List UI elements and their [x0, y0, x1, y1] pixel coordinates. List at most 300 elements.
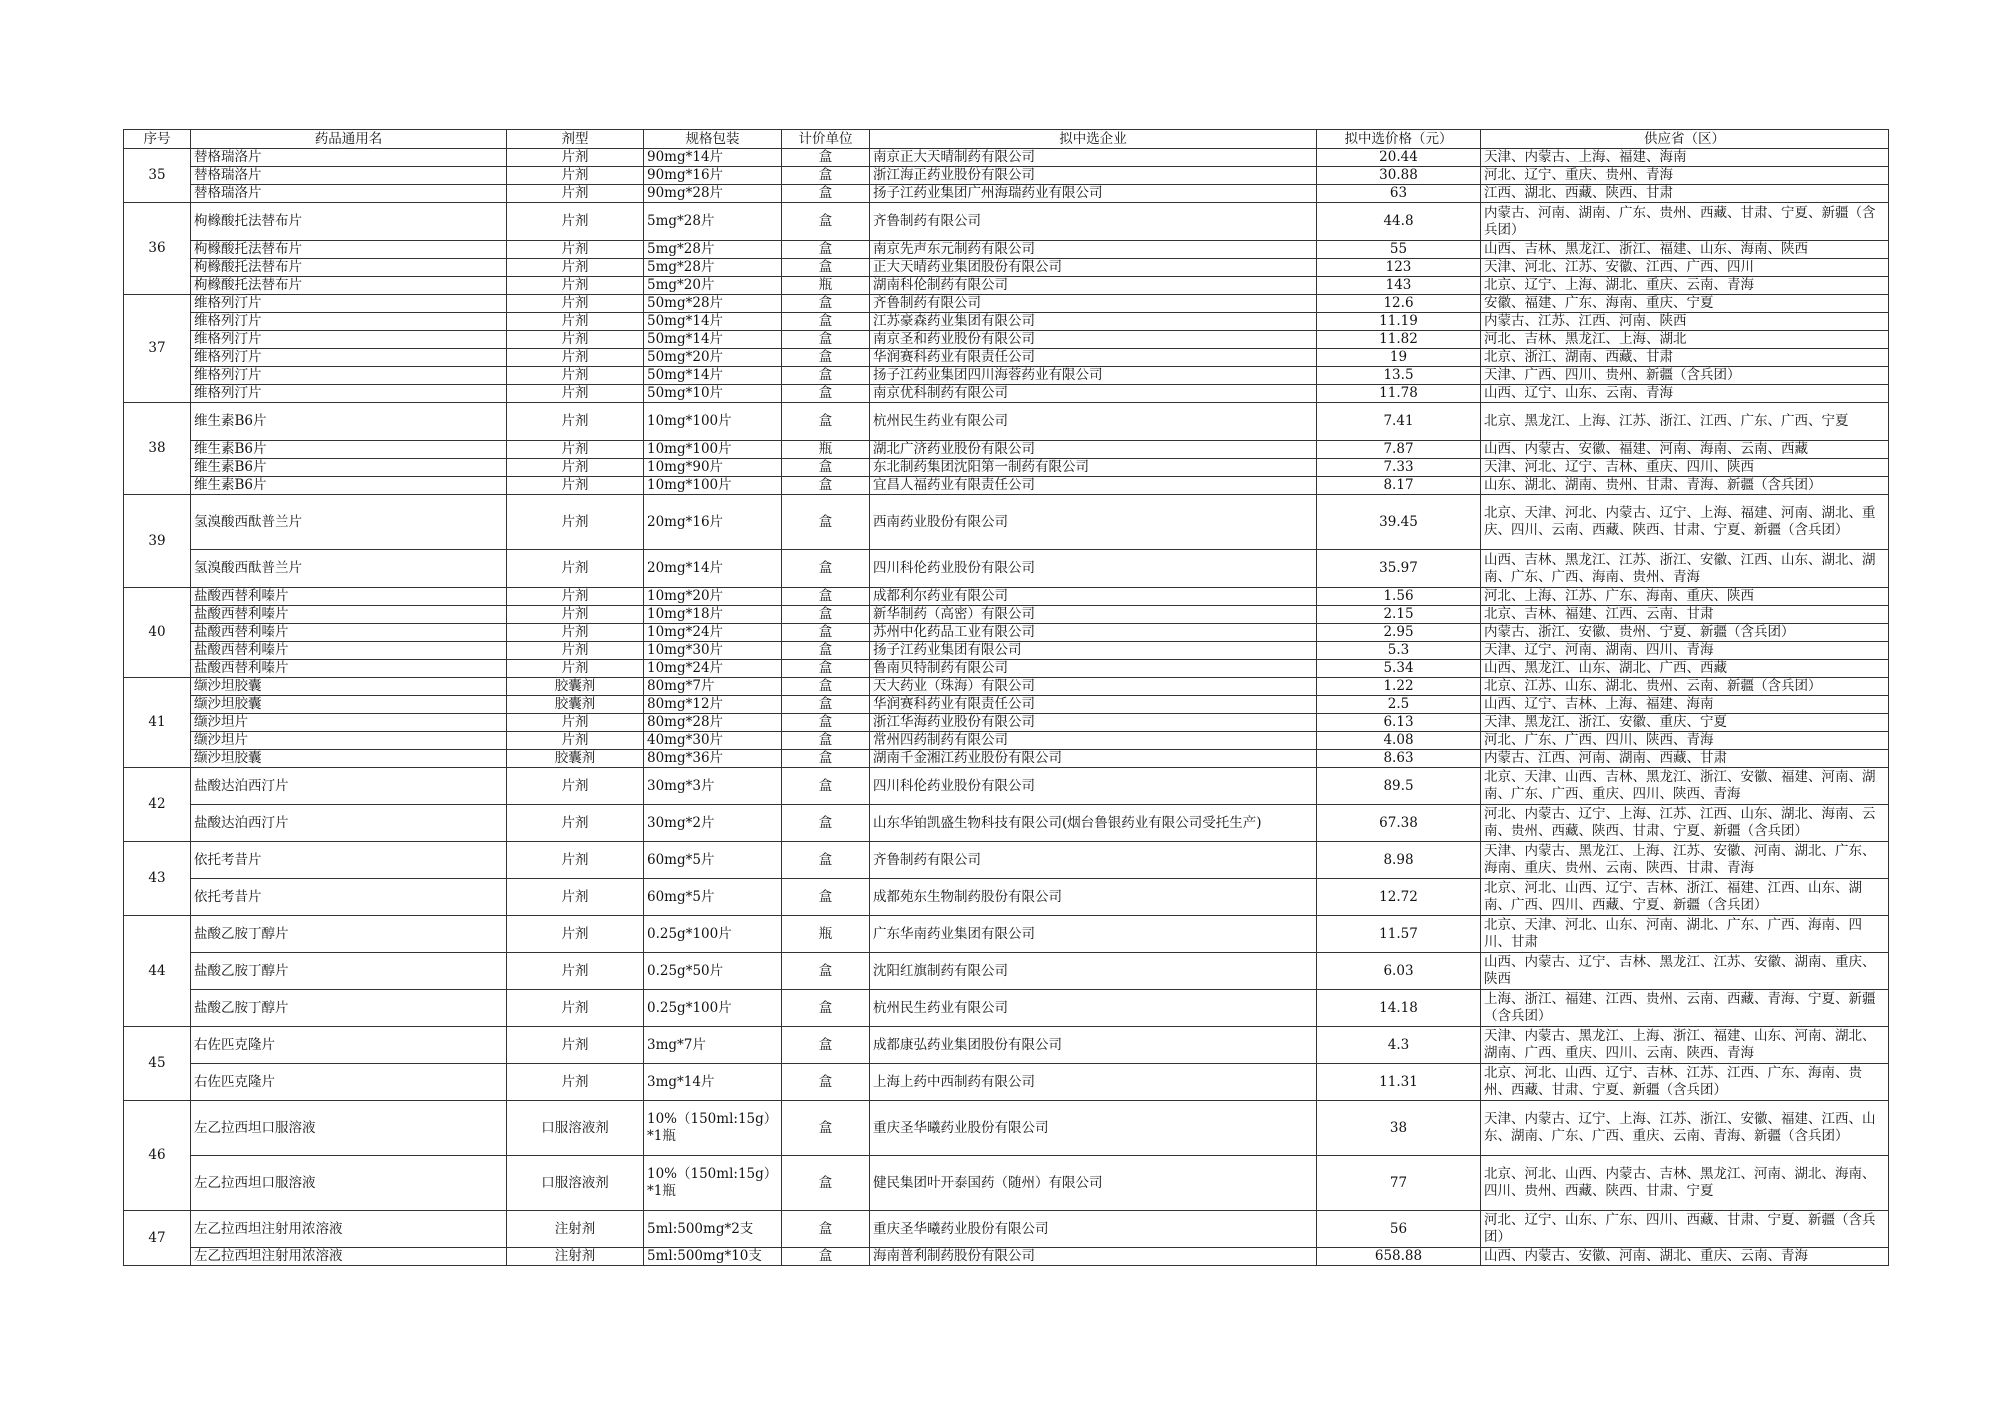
cell-spec-package: 10mg*30片	[644, 642, 782, 660]
cell-no: 47	[124, 1211, 191, 1266]
cell-drug-name: 替格瑞洛片	[191, 167, 507, 185]
cell-unit: 盒	[782, 241, 870, 259]
cell-provinces: 天津、黑龙江、浙江、安徽、重庆、宁夏	[1481, 714, 1889, 732]
cell-provinces: 内蒙古、河南、湖南、广东、贵州、西藏、甘肃、宁夏、新疆（含兵团）	[1481, 203, 1889, 241]
table-row	[124, 768, 1889, 805]
table-row	[124, 660, 1889, 678]
cell-company: 广东华南药业集团有限公司	[870, 916, 1317, 953]
cell-drug-name: 盐酸西替利嗪片	[191, 660, 507, 678]
cell-price: 19	[1317, 349, 1481, 367]
table-row	[124, 385, 1889, 403]
table-row	[124, 149, 1889, 167]
cell-provinces: 山西、吉林、黑龙江、江苏、浙江、安徽、江西、山东、湖北、湖南、广东、广西、海南、贵州、青海	[1481, 550, 1889, 588]
cell-dosage-form: 片剂	[507, 459, 644, 477]
cell-no: 38	[124, 403, 191, 495]
cell-drug-name: 缬沙坦胶囊	[191, 750, 507, 768]
cell-spec-package: 5mg*28片	[644, 259, 782, 277]
cell-provinces: 山东、湖北、湖南、贵州、甘肃、青海、新疆（含兵团）	[1481, 477, 1889, 495]
cell-dosage-form: 片剂	[507, 259, 644, 277]
cell-dosage-form: 片剂	[507, 768, 644, 805]
cell-spec-package: 60mg*5片	[644, 879, 782, 916]
cell-company: 湖北广济药业股份有限公司	[870, 441, 1317, 459]
cell-provinces: 天津、河北、江苏、安徽、江西、广西、四川	[1481, 259, 1889, 277]
cell-spec-package: 5mg*28片	[644, 241, 782, 259]
table-row	[124, 606, 1889, 624]
cell-drug-name: 左乙拉西坦注射用浓溶液	[191, 1211, 507, 1248]
cell-price: 1.22	[1317, 678, 1481, 696]
cell-dosage-form: 胶囊剂	[507, 696, 644, 714]
cell-drug-name: 枸橼酸托法替布片	[191, 241, 507, 259]
cell-provinces: 河北、广东、广西、四川、陕西、青海	[1481, 732, 1889, 750]
cell-company: 浙江华海药业股份有限公司	[870, 714, 1317, 732]
cell-unit: 盒	[782, 1064, 870, 1101]
cell-provinces: 北京、河北、山西、内蒙古、吉林、黑龙江、河南、湖北、海南、四川、贵州、西藏、陕西、甘肃、宁夏	[1481, 1156, 1889, 1211]
cell-company: 健民集团叶开泰国药（随州）有限公司	[870, 1156, 1317, 1211]
cell-provinces: 北京、天津、山西、吉林、黑龙江、浙江、安徽、福建、河南、湖南、广东、广西、重庆、四川、陕西、青海	[1481, 768, 1889, 805]
cell-provinces: 北京、天津、河北、内蒙古、辽宁、上海、福建、河南、湖北、重庆、四川、云南、西藏、陕西、甘肃、宁夏、新疆（含兵团）	[1481, 495, 1889, 550]
cell-spec-package: 0.25g*100片	[644, 916, 782, 953]
cell-price: 2.95	[1317, 624, 1481, 642]
cell-price: 6.13	[1317, 714, 1481, 732]
cell-company: 扬子江药业集团广州海瑞药业有限公司	[870, 185, 1317, 203]
cell-drug-name: 氢溴酸西酞普兰片	[191, 550, 507, 588]
cell-price: 5.3	[1317, 642, 1481, 660]
cell-no: 40	[124, 588, 191, 678]
cell-company: 湖南科伦制药有限公司	[870, 277, 1317, 295]
cell-drug-name: 右佐匹克隆片	[191, 1027, 507, 1064]
cell-provinces: 北京、浙江、湖南、西藏、甘肃	[1481, 349, 1889, 367]
table-row	[124, 879, 1889, 916]
cell-drug-name: 枸橼酸托法替布片	[191, 259, 507, 277]
cell-company: 常州四药制药有限公司	[870, 732, 1317, 750]
cell-drug-name: 缬沙坦片	[191, 732, 507, 750]
cell-spec-package: 50mg*14片	[644, 367, 782, 385]
cell-company: 湖南千金湘江药业股份有限公司	[870, 750, 1317, 768]
table-row	[124, 331, 1889, 349]
cell-dosage-form: 片剂	[507, 441, 644, 459]
table-row	[124, 750, 1889, 768]
cell-company: 杭州民生药业有限公司	[870, 403, 1317, 441]
cell-unit: 盒	[782, 678, 870, 696]
cell-unit: 盒	[782, 624, 870, 642]
cell-price: 56	[1317, 1211, 1481, 1248]
cell-unit: 盒	[782, 313, 870, 331]
cell-company: 成都利尔药业有限公司	[870, 588, 1317, 606]
cell-company: 鲁南贝特制药有限公司	[870, 660, 1317, 678]
cell-price: 35.97	[1317, 550, 1481, 588]
cell-spec-package: 80mg*12片	[644, 696, 782, 714]
cell-unit: 瓶	[782, 277, 870, 295]
cell-unit: 瓶	[782, 916, 870, 953]
cell-company: 齐鲁制药有限公司	[870, 203, 1317, 241]
cell-company: 沈阳红旗制药有限公司	[870, 953, 1317, 990]
cell-no: 41	[124, 678, 191, 768]
cell-drug-name: 维生素B6片	[191, 477, 507, 495]
cell-provinces: 内蒙古、江西、河南、湖南、西藏、甘肃	[1481, 750, 1889, 768]
cell-price: 658.88	[1317, 1248, 1481, 1266]
table-row	[124, 403, 1889, 441]
cell-company: 齐鲁制药有限公司	[870, 842, 1317, 879]
cell-price: 12.72	[1317, 879, 1481, 916]
cell-company: 重庆圣华曦药业股份有限公司	[870, 1211, 1317, 1248]
table-row	[124, 259, 1889, 277]
cell-dosage-form: 片剂	[507, 916, 644, 953]
cell-company: 正大天晴药业集团股份有限公司	[870, 259, 1317, 277]
header-no: 序号	[124, 130, 191, 149]
cell-price: 2.5	[1317, 696, 1481, 714]
cell-provinces: 天津、内蒙古、黑龙江、上海、浙江、福建、山东、河南、湖北、湖南、广西、重庆、四川、云南、陕西、青海	[1481, 1027, 1889, 1064]
cell-company: 江苏豪森药业集团有限公司	[870, 313, 1317, 331]
cell-provinces: 河北、内蒙古、辽宁、上海、江苏、江西、山东、湖北、海南、云南、贵州、西藏、陕西、甘肃、宁夏、新疆（含兵团）	[1481, 805, 1889, 842]
cell-drug-name: 维格列汀片	[191, 367, 507, 385]
cell-price: 11.19	[1317, 313, 1481, 331]
cell-dosage-form: 片剂	[507, 185, 644, 203]
cell-unit: 盒	[782, 879, 870, 916]
cell-unit: 盒	[782, 660, 870, 678]
cell-spec-package: 80mg*7片	[644, 678, 782, 696]
cell-price: 77	[1317, 1156, 1481, 1211]
cell-price: 11.82	[1317, 331, 1481, 349]
cell-unit: 盒	[782, 606, 870, 624]
cell-company: 华润赛科药业有限责任公司	[870, 696, 1317, 714]
table-row	[124, 990, 1889, 1027]
cell-provinces: 安徽、福建、广东、海南、重庆、宁夏	[1481, 295, 1889, 313]
cell-unit: 盒	[782, 149, 870, 167]
cell-provinces: 北京、江苏、山东、湖北、贵州、云南、新疆（含兵团）	[1481, 678, 1889, 696]
cell-drug-name: 维格列汀片	[191, 349, 507, 367]
cell-spec-package: 80mg*36片	[644, 750, 782, 768]
cell-dosage-form: 片剂	[507, 714, 644, 732]
cell-unit: 盒	[782, 732, 870, 750]
cell-drug-name: 枸橼酸托法替布片	[191, 203, 507, 241]
cell-company: 扬子江药业集团有限公司	[870, 642, 1317, 660]
cell-spec-package: 10mg*24片	[644, 624, 782, 642]
cell-price: 20.44	[1317, 149, 1481, 167]
cell-dosage-form: 注射剂	[507, 1211, 644, 1248]
cell-company: 海南普利制药股份有限公司	[870, 1248, 1317, 1266]
cell-drug-name: 盐酸乙胺丁醇片	[191, 916, 507, 953]
cell-price: 39.45	[1317, 495, 1481, 550]
cell-dosage-form: 片剂	[507, 1027, 644, 1064]
cell-dosage-form: 片剂	[507, 606, 644, 624]
cell-dosage-form: 片剂	[507, 403, 644, 441]
cell-provinces: 山西、内蒙古、安徽、福建、河南、海南、云南、西藏	[1481, 441, 1889, 459]
cell-spec-package: 50mg*28片	[644, 295, 782, 313]
cell-price: 12.6	[1317, 295, 1481, 313]
cell-dosage-form: 片剂	[507, 203, 644, 241]
cell-company: 四川科伦药业股份有限公司	[870, 768, 1317, 805]
cell-spec-package: 5mg*20片	[644, 277, 782, 295]
cell-spec-package: 50mg*20片	[644, 349, 782, 367]
cell-unit: 盒	[782, 1211, 870, 1248]
cell-unit: 盒	[782, 1027, 870, 1064]
cell-provinces: 天津、内蒙古、上海、福建、海南	[1481, 149, 1889, 167]
cell-drug-name: 替格瑞洛片	[191, 149, 507, 167]
cell-unit: 盒	[782, 768, 870, 805]
cell-dosage-form: 片剂	[507, 313, 644, 331]
cell-provinces: 山西、内蒙古、安徽、河南、湖北、重庆、云南、青海	[1481, 1248, 1889, 1266]
cell-price: 8.98	[1317, 842, 1481, 879]
cell-drug-name: 盐酸西替利嗪片	[191, 642, 507, 660]
cell-unit: 盒	[782, 588, 870, 606]
cell-unit: 盒	[782, 805, 870, 842]
cell-provinces: 内蒙古、江苏、江西、河南、陕西	[1481, 313, 1889, 331]
cell-provinces: 北京、天津、河北、山东、河南、湖北、广东、广西、海南、四川、甘肃	[1481, 916, 1889, 953]
cell-company: 东北制药集团沈阳第一制药有限公司	[870, 459, 1317, 477]
cell-provinces: 天津、内蒙古、黑龙江、上海、江苏、安徽、河南、湖北、广东、海南、重庆、贵州、云南、陕西、甘肃、青海	[1481, 842, 1889, 879]
cell-price: 4.3	[1317, 1027, 1481, 1064]
cell-dosage-form: 片剂	[507, 805, 644, 842]
cell-drug-name: 左乙拉西坦口服溶液	[191, 1101, 507, 1156]
cell-unit: 盒	[782, 990, 870, 1027]
header-drug-name: 药品通用名	[191, 130, 507, 149]
cell-spec-package: 60mg*5片	[644, 842, 782, 879]
cell-dosage-form: 片剂	[507, 879, 644, 916]
cell-provinces: 北京、河北、山西、辽宁、吉林、浙江、福建、江西、山东、湖南、广西、四川、西藏、宁夏、新疆（含兵团）	[1481, 879, 1889, 916]
cell-unit: 盒	[782, 1101, 870, 1156]
cell-company: 成都康弘药业集团股份有限公司	[870, 1027, 1317, 1064]
cell-dosage-form: 片剂	[507, 149, 644, 167]
cell-price: 1.56	[1317, 588, 1481, 606]
cell-dosage-form: 片剂	[507, 241, 644, 259]
header-row	[124, 130, 1889, 149]
header-price: 拟中选价格（元）	[1317, 130, 1481, 149]
cell-drug-name: 依托考昔片	[191, 879, 507, 916]
table-row	[124, 678, 1889, 696]
table-row	[124, 805, 1889, 842]
cell-price: 67.38	[1317, 805, 1481, 842]
cell-spec-package: 3mg*7片	[644, 1027, 782, 1064]
cell-drug-name: 盐酸西替利嗪片	[191, 624, 507, 642]
cell-company: 南京先声东元制药有限公司	[870, 241, 1317, 259]
cell-no: 37	[124, 295, 191, 403]
cell-spec-package: 0.25g*100片	[644, 990, 782, 1027]
header-unit: 计价单位	[782, 130, 870, 149]
table-header	[124, 130, 1889, 149]
cell-provinces: 山西、辽宁、山东、云南、青海	[1481, 385, 1889, 403]
cell-price: 11.78	[1317, 385, 1481, 403]
cell-provinces: 北京、吉林、福建、江西、云南、甘肃	[1481, 606, 1889, 624]
cell-company: 浙江海正药业股份有限公司	[870, 167, 1317, 185]
cell-spec-package: 10%（150ml:15g）*1瓶	[644, 1101, 782, 1156]
table-row	[124, 1064, 1889, 1101]
table-row	[124, 714, 1889, 732]
cell-dosage-form: 片剂	[507, 349, 644, 367]
cell-provinces: 江西、湖北、西藏、陕西、甘肃	[1481, 185, 1889, 203]
cell-provinces: 北京、河北、山西、辽宁、吉林、江苏、江西、广东、海南、贵州、西藏、甘肃、宁夏、新疆（含兵团）	[1481, 1064, 1889, 1101]
table-row	[124, 295, 1889, 313]
cell-unit: 盒	[782, 842, 870, 879]
drug-table	[123, 129, 1889, 1266]
cell-unit: 盒	[782, 714, 870, 732]
cell-spec-package: 10mg*100片	[644, 477, 782, 495]
table-row	[124, 953, 1889, 990]
table-row	[124, 167, 1889, 185]
cell-drug-name: 缬沙坦胶囊	[191, 678, 507, 696]
cell-dosage-form: 片剂	[507, 167, 644, 185]
cell-dosage-form: 片剂	[507, 660, 644, 678]
cell-no: 39	[124, 495, 191, 588]
cell-provinces: 河北、上海、江苏、广东、海南、重庆、陕西	[1481, 588, 1889, 606]
cell-price: 4.08	[1317, 732, 1481, 750]
cell-spec-package: 90mg*16片	[644, 167, 782, 185]
cell-price: 143	[1317, 277, 1481, 295]
cell-unit: 盒	[782, 750, 870, 768]
cell-dosage-form: 片剂	[507, 990, 644, 1027]
cell-drug-name: 盐酸乙胺丁醇片	[191, 990, 507, 1027]
cell-dosage-form: 片剂	[507, 732, 644, 750]
table-row	[124, 550, 1889, 588]
cell-price: 8.63	[1317, 750, 1481, 768]
cell-spec-package: 10mg*90片	[644, 459, 782, 477]
table-row	[124, 1156, 1889, 1211]
cell-dosage-form: 口服溶液剂	[507, 1101, 644, 1156]
cell-company: 新华制药（高密）有限公司	[870, 606, 1317, 624]
cell-company: 西南药业股份有限公司	[870, 495, 1317, 550]
cell-unit: 盒	[782, 331, 870, 349]
cell-company: 重庆圣华曦药业股份有限公司	[870, 1101, 1317, 1156]
cell-company: 苏州中化药品工业有限公司	[870, 624, 1317, 642]
cell-provinces: 天津、内蒙古、辽宁、上海、江苏、浙江、安徽、福建、江西、山东、湖南、广东、广西、重庆、云南、青海、新疆（含兵团）	[1481, 1101, 1889, 1156]
cell-provinces: 上海、浙江、福建、江西、贵州、云南、西藏、青海、宁夏、新疆（含兵团）	[1481, 990, 1889, 1027]
cell-spec-package: 30mg*2片	[644, 805, 782, 842]
cell-provinces: 北京、黑龙江、上海、江苏、浙江、江西、广东、广西、宁夏	[1481, 403, 1889, 441]
cell-provinces: 河北、吉林、黑龙江、上海、湖北	[1481, 331, 1889, 349]
cell-drug-name: 盐酸乙胺丁醇片	[191, 953, 507, 990]
cell-spec-package: 10mg*100片	[644, 441, 782, 459]
cell-price: 11.31	[1317, 1064, 1481, 1101]
cell-company: 齐鲁制药有限公司	[870, 295, 1317, 313]
table-row	[124, 477, 1889, 495]
cell-dosage-form: 片剂	[507, 477, 644, 495]
cell-spec-package: 90mg*28片	[644, 185, 782, 203]
cell-price: 14.18	[1317, 990, 1481, 1027]
cell-dosage-form: 片剂	[507, 385, 644, 403]
table-row	[124, 349, 1889, 367]
cell-unit: 盒	[782, 385, 870, 403]
cell-price: 11.57	[1317, 916, 1481, 953]
cell-unit: 盒	[782, 953, 870, 990]
cell-dosage-form: 胶囊剂	[507, 750, 644, 768]
cell-company: 杭州民生药业有限公司	[870, 990, 1317, 1027]
cell-price: 63	[1317, 185, 1481, 203]
header-company: 拟中选企业	[870, 130, 1317, 149]
cell-unit: 盒	[782, 259, 870, 277]
cell-provinces: 北京、辽宁、上海、湖北、重庆、云南、青海	[1481, 277, 1889, 295]
cell-drug-name: 维格列汀片	[191, 313, 507, 331]
drug-selection-sheet	[123, 129, 1888, 1266]
table-row	[124, 367, 1889, 385]
table-row	[124, 696, 1889, 714]
cell-drug-name: 左乙拉西坦口服溶液	[191, 1156, 507, 1211]
cell-drug-name: 盐酸西替利嗪片	[191, 606, 507, 624]
cell-provinces: 河北、辽宁、重庆、贵州、青海	[1481, 167, 1889, 185]
cell-dosage-form: 片剂	[507, 550, 644, 588]
cell-dosage-form: 片剂	[507, 642, 644, 660]
cell-unit: 盒	[782, 459, 870, 477]
cell-no: 42	[124, 768, 191, 842]
cell-drug-name: 依托考昔片	[191, 842, 507, 879]
cell-price: 7.33	[1317, 459, 1481, 477]
cell-price: 89.5	[1317, 768, 1481, 805]
cell-drug-name: 维格列汀片	[191, 385, 507, 403]
cell-provinces: 内蒙古、浙江、安徽、贵州、宁夏、新疆（含兵团）	[1481, 624, 1889, 642]
cell-provinces: 天津、河北、辽宁、吉林、重庆、四川、陕西	[1481, 459, 1889, 477]
cell-spec-package: 3mg*14片	[644, 1064, 782, 1101]
cell-dosage-form: 片剂	[507, 588, 644, 606]
cell-no: 46	[124, 1101, 191, 1211]
cell-company: 天大药业（珠海）有限公司	[870, 678, 1317, 696]
cell-unit: 盒	[782, 295, 870, 313]
cell-spec-package: 5mg*28片	[644, 203, 782, 241]
table-row	[124, 1211, 1889, 1248]
table-row	[124, 1027, 1889, 1064]
cell-price: 55	[1317, 241, 1481, 259]
cell-spec-package: 10mg*20片	[644, 588, 782, 606]
cell-unit: 盒	[782, 642, 870, 660]
cell-company: 扬子江药业集团四川海蓉药业有限公司	[870, 367, 1317, 385]
cell-no: 36	[124, 203, 191, 295]
table-row	[124, 203, 1889, 241]
cell-drug-name: 盐酸达泊西汀片	[191, 768, 507, 805]
cell-dosage-form: 片剂	[507, 1064, 644, 1101]
header-dosage-form: 剂型	[507, 130, 644, 149]
cell-company: 南京圣和药业股份有限公司	[870, 331, 1317, 349]
cell-price: 5.34	[1317, 660, 1481, 678]
cell-price: 2.15	[1317, 606, 1481, 624]
table-body	[124, 149, 1889, 1266]
cell-no: 45	[124, 1027, 191, 1101]
cell-company: 成都苑东生物制药股份有限公司	[870, 879, 1317, 916]
cell-provinces: 天津、广西、四川、贵州、新疆（含兵团）	[1481, 367, 1889, 385]
cell-provinces: 山西、黑龙江、山东、湖北、广西、西藏	[1481, 660, 1889, 678]
cell-unit: 盒	[782, 167, 870, 185]
cell-spec-package: 5ml:500mg*2支	[644, 1211, 782, 1248]
cell-company: 南京优科制药有限公司	[870, 385, 1317, 403]
cell-unit: 盒	[782, 349, 870, 367]
cell-no: 43	[124, 842, 191, 916]
cell-dosage-form: 片剂	[507, 295, 644, 313]
table-row	[124, 624, 1889, 642]
cell-price: 8.17	[1317, 477, 1481, 495]
table-row	[124, 495, 1889, 550]
cell-company: 山东华铂凯盛生物科技有限公司(烟台鲁银药业有限公司受托生产)	[870, 805, 1317, 842]
cell-price: 38	[1317, 1101, 1481, 1156]
cell-dosage-form: 注射剂	[507, 1248, 644, 1266]
cell-dosage-form: 片剂	[507, 367, 644, 385]
table-row	[124, 185, 1889, 203]
cell-spec-package: 20mg*16片	[644, 495, 782, 550]
table-row	[124, 459, 1889, 477]
cell-drug-name: 维生素B6片	[191, 403, 507, 441]
cell-company: 宜昌人福药业有限责任公司	[870, 477, 1317, 495]
cell-price: 123	[1317, 259, 1481, 277]
cell-unit: 盒	[782, 1248, 870, 1266]
cell-spec-package: 50mg*14片	[644, 313, 782, 331]
table-row	[124, 842, 1889, 879]
cell-drug-name: 维生素B6片	[191, 441, 507, 459]
cell-price: 30.88	[1317, 167, 1481, 185]
table-row	[124, 732, 1889, 750]
cell-dosage-form: 片剂	[507, 624, 644, 642]
cell-company: 上海上药中西制药有限公司	[870, 1064, 1317, 1101]
cell-unit: 盒	[782, 1156, 870, 1211]
cell-drug-name: 缬沙坦片	[191, 714, 507, 732]
cell-drug-name: 替格瑞洛片	[191, 185, 507, 203]
cell-price: 6.03	[1317, 953, 1481, 990]
cell-price: 7.41	[1317, 403, 1481, 441]
cell-company: 南京正大天晴制药有限公司	[870, 149, 1317, 167]
